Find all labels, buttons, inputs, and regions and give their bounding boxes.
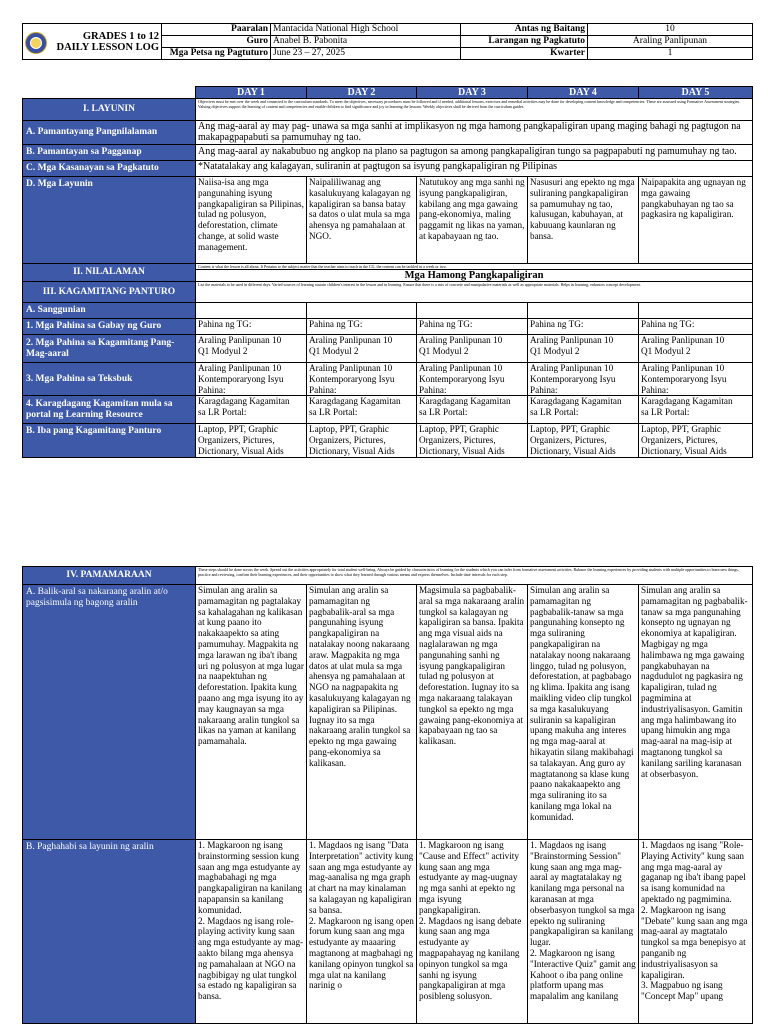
mga-layunin-label: D. Mga Layunin — [23, 177, 196, 264]
lr-day-3: Karagdagang Kagamitan sa LR Portal: — [417, 396, 528, 424]
kagamitang-day-2: Araling Panlipunan 10 Q1 Modyul 2 — [307, 335, 417, 363]
paghahabi-label: B. Paghahabi sa layunin ng aralin — [23, 840, 196, 1024]
teksbuk-day-3: Araling Panlipunan 10 Kontemporaryong Isyu Pahina: — [417, 363, 528, 396]
antas-value: 10 — [588, 24, 753, 36]
deped-seal-icon — [25, 32, 47, 54]
kagamitan-heading: III. KAGAMITANG PANTURO — [23, 282, 196, 303]
layunin-heading: I. LAYUNIN — [23, 99, 196, 121]
kagamitan-note: List the materials to be used in different days. Varied sources of learning sustain children's interest in the lesson and in learning. Ensure that there is a mix of concrete and manipulative materials as well as appropriate materials. Helps in learning, enhances concept development. — [196, 282, 753, 303]
kwarter-value: 1 — [588, 48, 753, 60]
pamamaraan-heading: IV. PAMAMARAAN — [23, 567, 196, 585]
layunin-note: Objectives must be met over the week and connected to the curriculum standards. To meet the objectives, necessary procedures must be followed and if needed, additional lessons, exercises and remedial activities may be done for developing content knowledge and competencies. These are assessed using Formative Assessment strategies. Valuing objectives support the learning of content and competencies and enable children to find significance and joy in learning the lessons. Weekly objectives shall be derived from the curriculum guides. — [196, 99, 753, 121]
day-4-header: DAY 4 — [528, 87, 639, 99]
header-table — [22, 23, 753, 60]
paghahabi-day-2: 1. Magdaos ng isang "Data Interpretation" activity kung saan ang mga estudyante ay mag-aanalisa ng mga graph at chart na may kinalaman sa kalagayan ng kapaligiran sa bansa. 2. Magkaroon ng isang open forum kung saan ang mga estudyante ay maaaring magtanong at magbahagi ng kanilang opinyon tungkol sa mga ulat na kanilang narinig o — [307, 840, 417, 1024]
paaralan-value: Mantacida National High School — [271, 24, 461, 36]
teksbuk-day-4: Araling Panlipunan 10 Kontemporaryong Isyu Pahina: — [528, 363, 639, 396]
iba-pang-label: B. Iba pang Kagamitang Panturo — [23, 424, 196, 458]
day-1-header: DAY 1 — [196, 87, 307, 99]
gabay-day-3: Pahina ng TG: — [417, 319, 528, 335]
lr-day-1: Karagdagang Kagamitan sa LR Portal: — [196, 396, 307, 424]
nilalaman-value: Mga Hamong Pangkapaligiran — [196, 270, 753, 282]
pamamaraan-table — [22, 566, 753, 1024]
balik-aral-day-2: Simulan ang aralin sa pamamagitan ng pagbabalik-aral sa mga pangunahing isyung pangkapaligiran na natalakay noong nakaraang araw. Magpakita ng mga datos at ulat mula sa mga ahensya ng pamahalaan at NGO na nagpapakita ng kasalukuyang kalagayan ng kapaligiran sa Pilipinas. Iugnay ito sa mga nakaraang aralin tungkol sa epekto ng mga gawaing pang-ekonomiya sa kalikasan. — [307, 585, 417, 840]
paghahabi-day-4: 1. Magdaos ng isang "Brainstorming Session" kung saan ang mga mag-aaral ay magtatalakay ng kanilang mga personal na karanasan at mga obserbasyon tungkol sa mga epekto ng suliraning pangkapaligiran sa kanilang lugar. 2. Magkaroon ng isang "Interactive Quiz" gamit ang Kahoot o iba pang online platform upang mas mapalalim ang kanilang — [528, 840, 639, 1024]
lr-portal-label: 4. Karagdagang Kagamitan mula sa portal ng Learning Resource — [23, 396, 196, 424]
kagamitang-day-1: Araling Panlipunan 10 Q1 Modyul 2 — [196, 335, 307, 363]
larangan-value: Araling Panlipunan — [588, 36, 753, 48]
paghahabi-day-1: 1. Magkaroon ng isang brainstorming session kung saan ang mga estudyante ay magbabahagi ng mga pangkapaligiran na kanilang napapansin sa kanilang komunidad. 2. Magdaos ng isang role-playing activity kung saan ang mga estudyante ay mag-aakto bilang mga ahensya ng pamahalaan at NGO na nagbibigay ng ulat tungkol sa estado ng kapaligiran sa bansa. — [196, 840, 307, 1024]
gabay-day-5: Pahina ng TG: — [639, 319, 753, 335]
gabay-label: 1. Mga Pahina sa Gabay ng Guro — [23, 319, 196, 335]
teksbuk-label: 3. Mga Pahina sa Teksbuk — [23, 363, 196, 396]
gabay-day-2: Pahina ng TG: — [307, 319, 417, 335]
layunin-day-2: Naipaliliwanag ang kasalukuyang kalagayan ng kapaligiran sa bansa batay sa datos o ulat mula sa mga ahensya ng pamahalaan at NGO. — [307, 177, 417, 264]
sanggunian-label: A. Sanggunian — [23, 303, 196, 319]
pagganap-label: B. Pamantayan sa Pagganap — [23, 145, 196, 161]
lesson-log-table — [22, 86, 753, 458]
gabay-day-1: Pahina ng TG: — [196, 319, 307, 335]
layunin-day-1: Naiisa-isa ang mga pangunahing isyung pangkapaligiran sa Pilipinas, tulad ng polusyon, deforestation, climate change, at solid waste management. — [196, 177, 307, 264]
paghahabi-day-5: 1. Magdaos ng isang "Role-Playing Activity" kung saan ang mga mag-aaral ay gaganap ng iba't ibang papel sa isang komunidad na apektado ng pagmimina. 2. Magkaroon ng isang "Debate" kung saan ang mga mag-aaral ay magtatalo tungkol sa mga benepisyo at panganib ng industriyalisasyon sa kapaligiran. 3. Magpabuo ng isang "Concept Map" upang — [639, 840, 753, 1024]
petsa-label: Mga Petsa ng Pagtuturo — [162, 48, 271, 60]
lr-day-4: Karagdagang Kagamitan sa LR Portal: — [528, 396, 639, 424]
iba-day-2: Laptop, PPT, Graphic Organizers, Pictures, Dictionary, Visual Aids — [307, 424, 417, 458]
balik-aral-day-3: Magsimula sa pagbabalik-aral sa mga nakaraang aralin tungkol sa kalagayan ng kapaligiran sa bansa. Ipakita ang mga visual aids na naglalarawan ng mga pangunahing sanhi ng isyung pangkapaligiran tulad ng polusyon at deforestation. Iugnay ito sa mga nakaraang talakayan tungkol sa epekto ng mga gawaing pang-ekonomiya at kapabayaan ng tao sa kalikasan. — [417, 585, 528, 840]
larangan-label: Larangan ng Pagkatuto — [461, 36, 588, 48]
pagganap-value: Ang mag-aaral ay nakabubuo ng angkop na plano sa pagtugon sa among pangkapaligiran tungo sa pagpapabuti ng pamumuhay ng tao. — [196, 145, 753, 161]
day-5-header: DAY 5 — [639, 87, 753, 99]
gabay-day-4: Pahina ng TG: — [528, 319, 639, 335]
balik-aral-day-1: Simulan ang aralin sa pamamagitan ng pagtalakay sa kahalagahan ng kalikasan at kung paano ito nakakaapekto sa ating pamumuhay. Magpakita ng mga larawan ng iba't ibang uri ng polusyon at mga lugar na naapektuhan ng deforestation. Ipakita kung paano ang mga isyung ito ay may kaugnayan sa mga nakaraang aralin tungkol sa likas na yaman at kanilang pamamahala. — [196, 585, 307, 840]
iba-day-1: Laptop, PPT, Graphic Organizers, Pictures, Dictionary, Visual Aids — [196, 424, 307, 458]
balik-aral-day-4: Simulan ang aralin sa pamamagitan ng pagbabalik-tanaw sa mga pangunahing konsepto ng mga suliraning pangkapaligiran na natalakay noong nakaraang linggo, tulad ng polusyon, deforestation, at pagbabago ng klima. Ipakita ang isang maikling video clip tungkol sa mga kasalukuyang suliranin sa kapaligiran upang makuha ang interes ng mga mag-aaral at hikayatin silang makibahagi sa talakayan. Ang guro ay magtatanong sa klase kung paano nakakaapekto ang mga suliraning ito sa kanilang mga lokal na komunidad. — [528, 585, 639, 840]
pamantayang-label: A. Pamantayang Pangnilalaman — [23, 121, 196, 145]
kagamitang-day-4: Araling Panlipunan 10 Q1 Modyul 2 — [528, 335, 639, 363]
kagamitang-day-5: Araling Panlipunan 10 Q1 Modyul 2 — [639, 335, 753, 363]
layunin-day-4: Nasusuri ang epekto ng mga suliraning pangkapaligiran sa pamumuhay ng tao, kalusugan, kabuhayan, at kabuuang kaunlaran ng bansa. — [528, 177, 639, 264]
kwarter-label: Kwarter — [461, 48, 588, 60]
pamamaraan-note: These steps should be done across the week. Spread out the activities appropriately for total student well-being. Always be guided by characteristics of learning for the students which you can infer from formative assessment activities. Balance the learning experiences by providing students with multiple opportunities to learn new things, practice and reviewing, confirm their learning experiences, and their opportunities to show what they learned through various means and express themselves. Include time intervals for each step. — [196, 567, 753, 585]
kagamitang-day-3: Araling Panlipunan 10 Q1 Modyul 2 — [417, 335, 528, 363]
layunin-day-5: Naipapakita ang ugnayan ng mga gawaing pangkabuhayan ng tao sa pagkasira ng kapaligiran. — [639, 177, 753, 264]
paaralan-label: Paaralan — [162, 24, 271, 36]
guro-label: Guro — [162, 36, 271, 48]
nilalaman-note: Content is what the lesson is all about. It Pertains to the subject matter that the teacher aims to teach in the CG, the content can be tackled in a week or two. — [196, 264, 753, 270]
nilalaman-heading: II. NILALAMAN — [23, 264, 196, 282]
teksbuk-day-2: Araling Panlipunan 10 Kontemporaryong Isyu Pahina: — [307, 363, 417, 396]
day-3-header: DAY 3 — [417, 87, 528, 99]
balik-aral-day-5: Simulan ang aralin sa pamamagitan ng pagbabalik-tanaw sa mga pangunahing konsepto ng ugnayan ng ekonomiya at kapaligiran. Magbigay ng mga halimbawa ng mga gawaing pangkabuhayan na nagdudulot ng pagkasira ng kapaligiran, tulad ng pagmimina at industriyalisasyon. Gamitin ang mga halimbawang ito upang himukin ang mga mag-aaral na mag-isip at magtanong tungkol sa kanilang sariling karanasan at obserbasyon. — [639, 585, 753, 840]
pamantayang-value: Ang mag-aaral ay may pag- unawa sa mga sanhi at implikasyon ng mga hamong pangkapaligiran upang maging bahagi ng pagtugon na makapagpapabuti sa pamumuhay ng tao. — [196, 121, 753, 145]
petsa-value: June 23 – 27, 2025 — [271, 48, 461, 60]
paghahabi-day-3: 1. Magkaroon ng isang "Cause and Effect" activity kung saan ang mga estudyante ay mag-uugnay ng mga sanhi at epekto ng mga isyung pangkapaligiran. 2. Magdaos ng isang debate kung saan ang mga estudyante ay magpapahayag ng kanilang opinyon tungkol sa mga sanhi ng isyung pangkapaligiran at mga posibleng solusyon. — [417, 840, 528, 1024]
layunin-day-3: Natutukoy ang mga sanhi ng isyung pangkapaligiran, kabilang ang mga gawaing pang-ekonomiya, maling paggamit ng likas na yaman, at kapabayaan ng tao. — [417, 177, 528, 264]
iba-day-4: Laptop, PPT, Graphic Organizers, Pictures, Dictionary, Visual Aids — [528, 424, 639, 458]
kagamitang-label: 2. Mga Pahina sa Kagamitang Pang-Mag-aaral — [23, 335, 196, 363]
guro-value: Anabel B. Pabonita — [271, 36, 461, 48]
header-title: GRADES 1 to 12 DAILY LESSON LOG — [56, 30, 159, 53]
antas-label: Antas ng Baitang — [461, 24, 588, 36]
header-brand — [23, 24, 162, 60]
lr-day-2: Karagdagang Kagamitan sa LR Portal: — [307, 396, 417, 424]
lr-day-5: Karagdagang Kagamitan sa LR Portal: — [639, 396, 753, 424]
kasanayan-label: C. Mga Kasanayan sa Pagkatuto — [23, 161, 196, 177]
iba-day-3: Laptop, PPT, Graphic Organizers, Pictures, Dictionary, Visual Aids — [417, 424, 528, 458]
iba-day-5: Laptop, PPT, Graphic Organizers, Pictures, Dictionary, Visual Aids — [639, 424, 753, 458]
balik-aral-label: A. Balik-aral sa nakaraang aralin at/o pagsisimula ng bagong aralin — [23, 585, 196, 840]
day-2-header: DAY 2 — [307, 87, 417, 99]
kasanayan-value: *Natatalakay ang kalagayan, suliranin at pagtugon sa isyung pangkapaligiran ng Pilipinas — [196, 161, 753, 177]
teksbuk-day-5: Araling Panlipunan 10 Kontemporaryong Isyu Pahina: — [639, 363, 753, 396]
teksbuk-day-1: Araling Panlipunan 10 Kontemporaryong Isyu Pahina: — [196, 363, 307, 396]
